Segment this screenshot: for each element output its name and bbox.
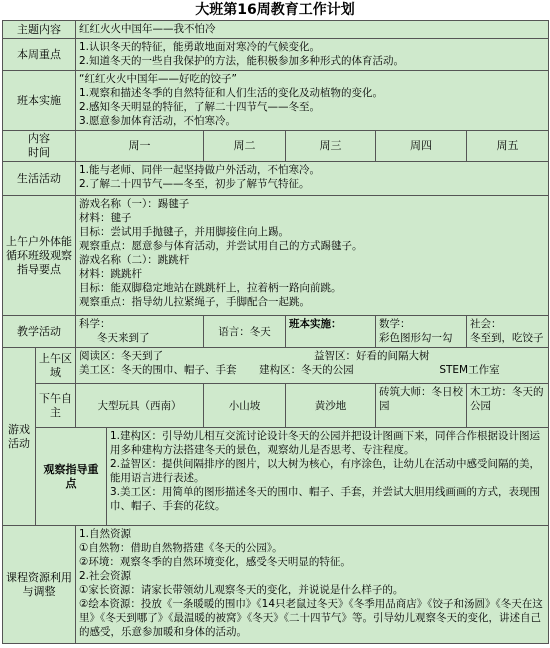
theme-label: 主题内容 bbox=[3, 21, 76, 39]
class-impl-content: “红红火火中国年——好吃的饺子” 1.观察和描述冬季的自然特征和人们生活的变化及动植物的变化。 2.感知冬天明显的特征，了解二十四节气——冬至。 3.愿意参加体育活动，不怕寒冷。 bbox=[76, 71, 549, 131]
games-morning-label: 上午区域 bbox=[36, 348, 76, 384]
teaching-tue: 语言：冬天 bbox=[204, 316, 286, 348]
teaching-label: 教学活动 bbox=[3, 316, 76, 348]
afternoon-cell-5: 木工坊：冬天的公园 bbox=[467, 384, 549, 428]
day-header-thu: 周四 bbox=[376, 131, 467, 162]
resources-label: 课程资源利用与调整 bbox=[3, 526, 76, 644]
games-morning-content: 阅读区：冬天到了 益智区：好看的间隔大树 美工区：冬天的围巾、帽子、手套 建构区：冬天的公园 STEM工作室 bbox=[76, 348, 549, 384]
day-header-wed: 周三 bbox=[286, 131, 376, 162]
day-header-fri: 周五 bbox=[467, 131, 549, 162]
games-observe-content: 1.建构区：引导幼儿相互交流讨论设计冬天的公园并把设计图画下来，同伴合作根据设计图运用多种建构方法搭建冬天的景色，观察幼儿是否思考、专注程度。 2.益智区：提供间隔排序的图片，以大树为核心，有序涂色，让幼儿在活动中感受间隔的美，能用语言进行表述。 3.美工区：用简单的图形描述冬天的围巾、帽子、手套，并尝试大胆用线画画的方式，表现围巾、帽子、手套的花纹。 bbox=[107, 428, 549, 526]
games-observe-label: 观察指导重点 bbox=[36, 428, 107, 526]
teaching-thu: 数学： 彩色图形勾一勾 bbox=[376, 316, 467, 348]
teaching-wed: 班本实施： bbox=[286, 316, 376, 348]
games-afternoon-label: 下午自主 bbox=[36, 384, 76, 428]
page-title: 大班第16周教育工作计划 bbox=[195, 2, 355, 18]
teaching-fri: 社会： 冬至到，吃饺子 bbox=[467, 316, 549, 348]
day-header-mon: 周一 bbox=[76, 131, 204, 162]
afternoon-cell-2: 小山坡 bbox=[204, 384, 286, 428]
life-label: 生活活动 bbox=[3, 162, 76, 196]
games-label: 游戏活动 bbox=[3, 348, 36, 526]
outdoor-content: 游戏名称（一）：踢毽子 材料：毽子 目标：尝试用手抛毽子，并用脚接住向上踢。 观察重点：愿意参与体育活动，并尝试用自己的方式踢毽子。 游戏名称（二）：跳跳杆 材料：跳跳杆 目标：能双脚稳定地站在跳跳杆上，拉着柄一路向前跳。 观察重点：指导幼儿拉紧绳子，手脚配合一起跳。 bbox=[76, 196, 549, 316]
header-corner: 内容 时间 bbox=[3, 131, 76, 162]
focus-label: 本周重点 bbox=[3, 39, 76, 71]
outdoor-label: 上午户外体能循环班级观察指导要点 bbox=[3, 196, 76, 316]
theme-value: 红红火火中国年——我不怕冷 bbox=[76, 21, 549, 39]
focus-content: 1.认识冬天的特征，能勇敢地面对寒冷的气候变化。 2.知道冬天的一些自我保护的方法，能积极参加多种形式的体育活动。 bbox=[76, 39, 549, 71]
resources-content: 1.自然资源 ①自然物：借助自然物搭建《冬天的公园》。 ②环境：观察冬季的自然环境变化，感受冬天明显的特征。 2.社会资源 ①家长资源：请家长带领幼儿观察冬天的变化，并说说是什么样子的。 ②绘本资源：投放《一条暖暖的围巾》《14只老鼠过冬天》《冬季用品商店》《饺子和汤圆》《冬天在这里》《冬天到哪了》《最温暖的被窝》《冬天》《二十四节气》等。引导幼儿观察冬天的变化，讲述自己的感受，乐意参加暖和身体的活动。 bbox=[76, 526, 549, 644]
life-content: 1.能与老师、同伴一起坚持做户外活动，不怕寒冷。 2.了解二十四节气——冬至，初步了解节气特征。 bbox=[76, 162, 549, 196]
day-header-tue: 周二 bbox=[204, 131, 286, 162]
teaching-mon: 科学： 冬天来到了 bbox=[76, 316, 204, 348]
afternoon-cell-4: 砖筑大师：冬日校园 bbox=[376, 384, 467, 428]
afternoon-cell-3: 黄沙地 bbox=[286, 384, 376, 428]
plan-table bbox=[2, 20, 549, 644]
afternoon-cell-1: 大型玩具（西南） bbox=[76, 384, 204, 428]
class-impl-label: 班本实施 bbox=[3, 71, 76, 131]
